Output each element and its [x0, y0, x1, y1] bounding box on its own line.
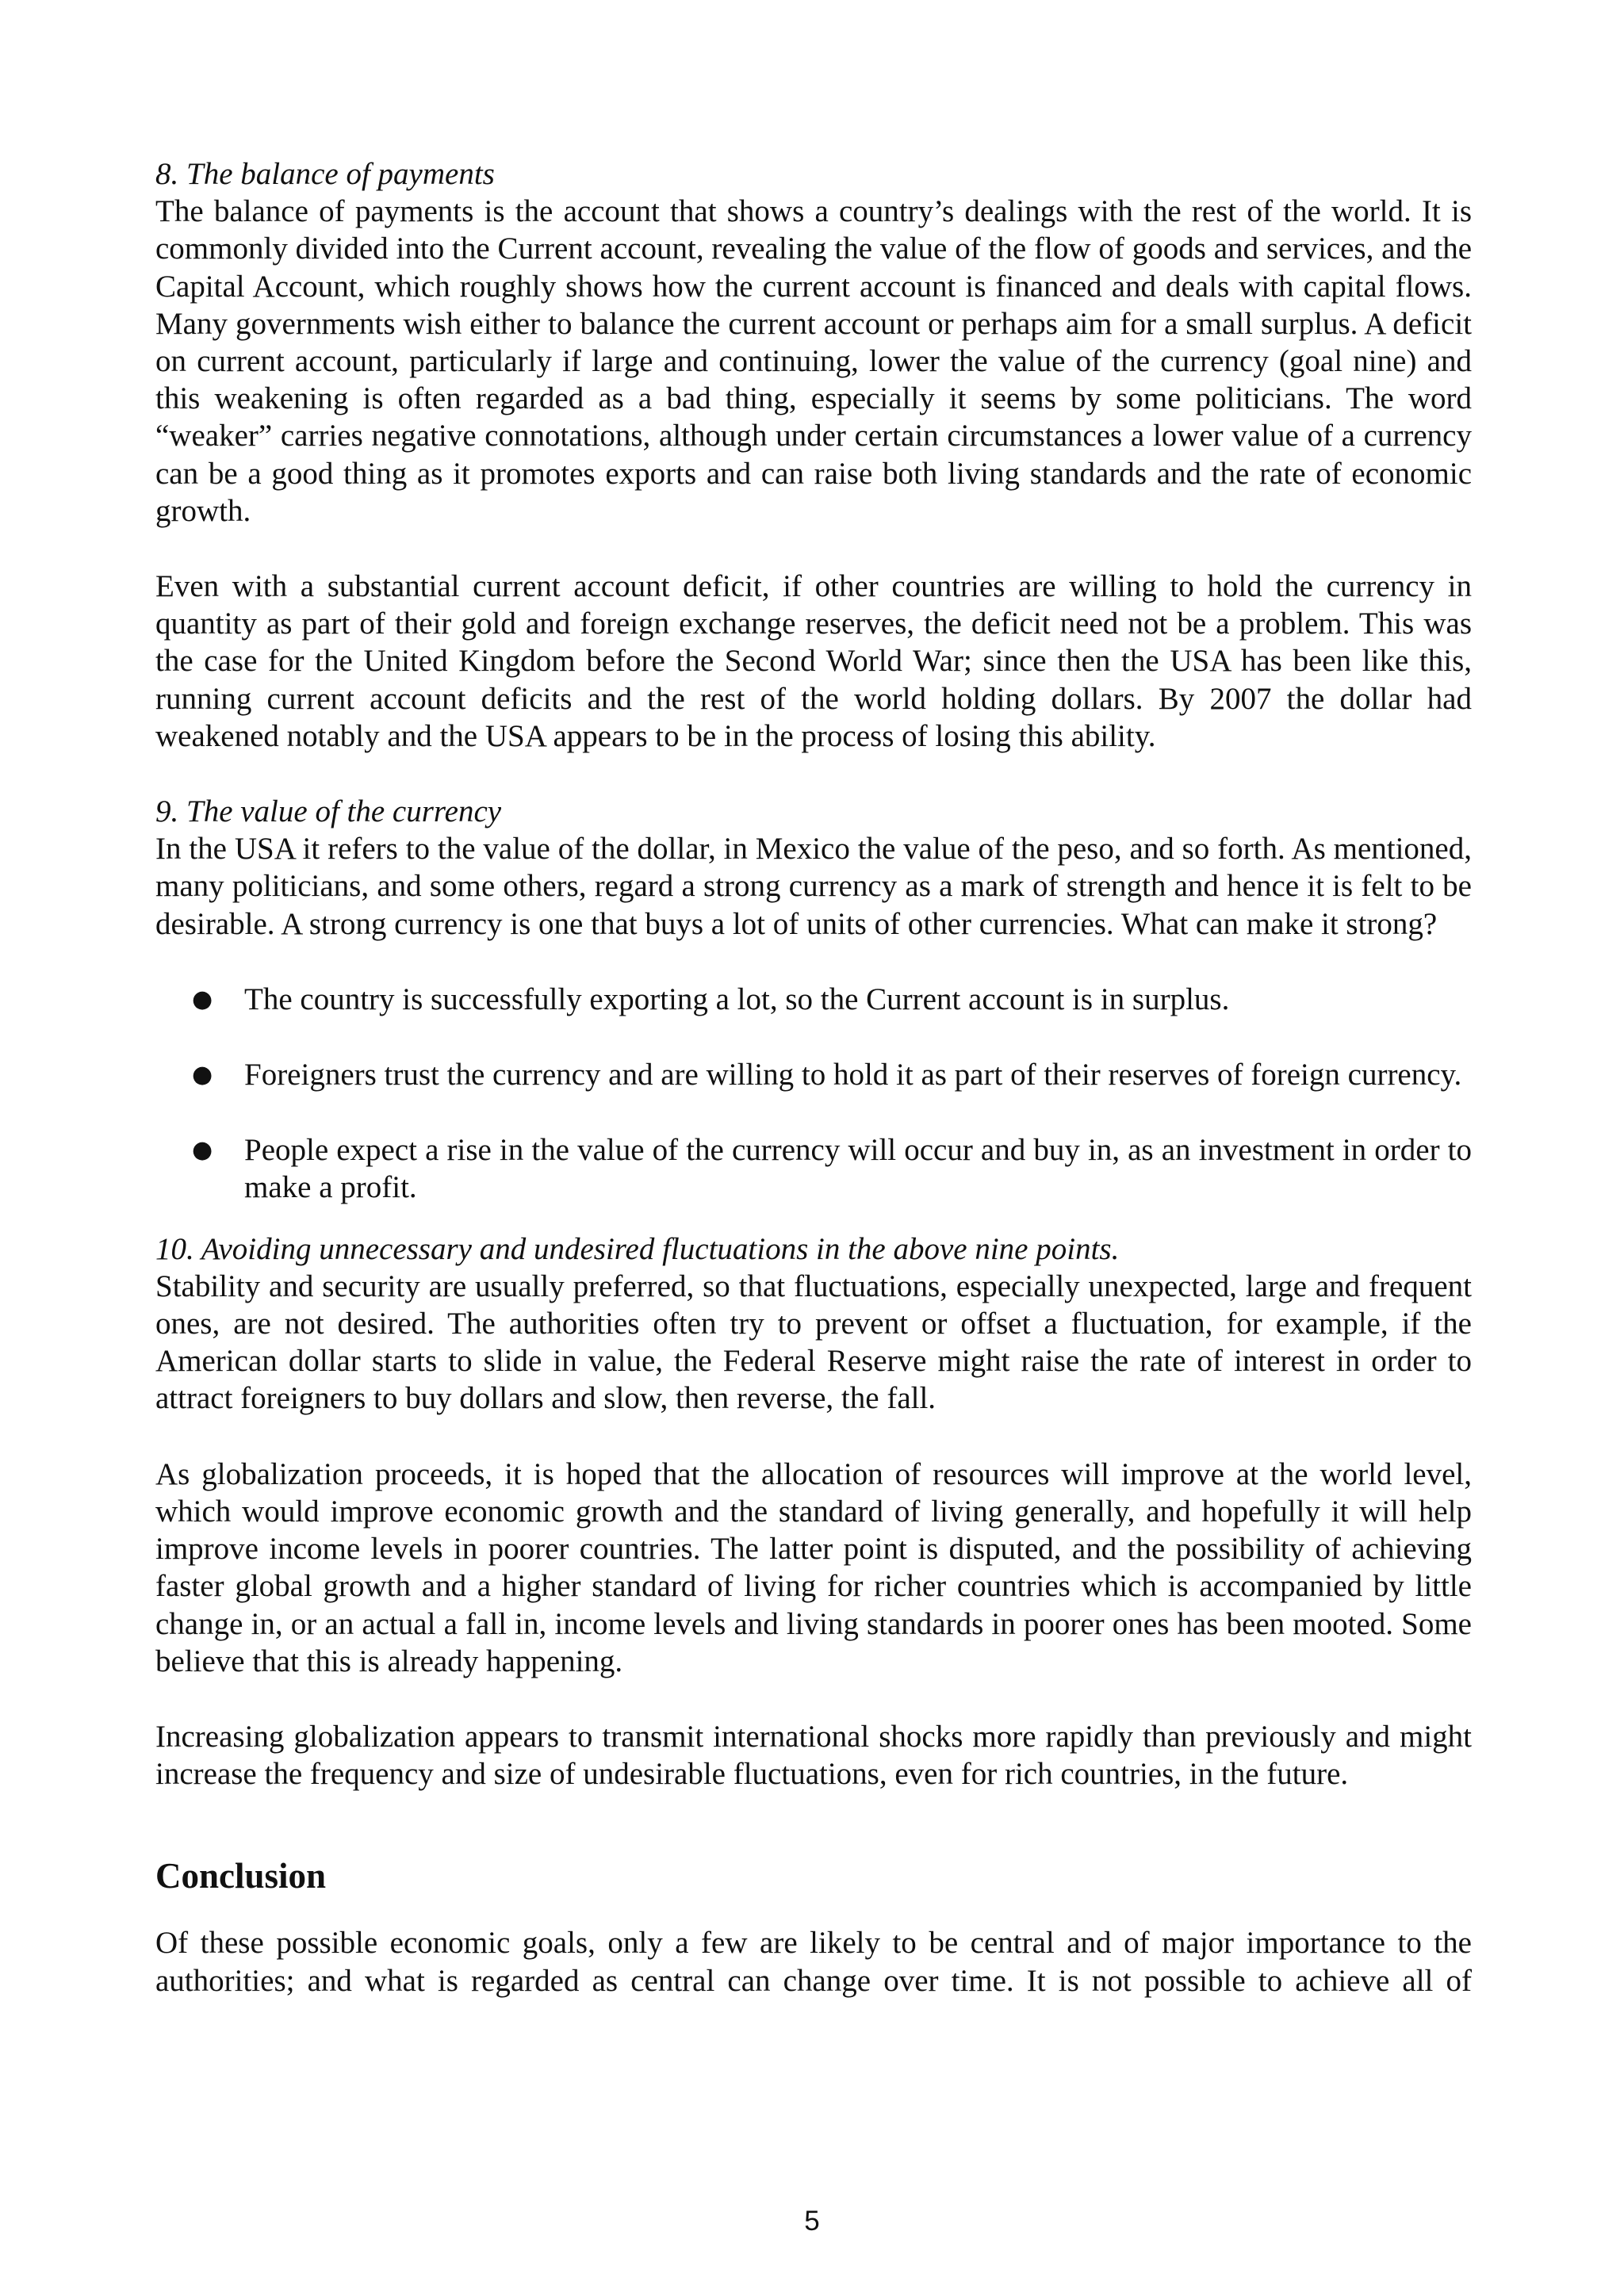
section-9-paragraph: In the USA it refers to the value of the dollar, in Mexico the value of the peso, and so forth. As mentioned, many politicians, and some others, regard a strong currency as a mark of strength and hence it is felt to be desirable. A strong currency is one that buys a lot of units of other currencies. What can make it strong?: [155, 832, 1472, 941]
conclusion-paragraph: Of these possible economic goals, only a few are likely to be central and of major importance to the authorities; and what is regarded as central can change over time. It is not possible to achieve all of: [155, 1926, 1472, 1998]
bullet-icon: ●: [192, 1061, 213, 1089]
list-item: [155, 981, 1472, 1018]
section-8-paragraph-2: Even with a substantial current account deficit, if other countries are willing to hold the currency in quantity as part of their gold and foreign exchange reserves, the deficit need not be a problem. This was the case for the United Kingdom before the Second World War; since then the USA has been like this, running current account deficits and the rest of the world holding dollars. By 2007 the dollar had weakened notably and the USA appears to be in the process of losing this ability.: [155, 569, 1472, 753]
bullet-icon: ●: [192, 1136, 213, 1165]
section-8-paragraph-1: The balance of payments is the account that shows a country’s dealings with the rest of the world. It is commonly divided into the Current account, revealing the value of the flow of goods and services, and the Capital Account, which roughly shows how the current account is financed and deals with capital flows. Many governments wish either to balance the current account or perhaps aim for a small surplus. A deficit on current account, particularly if large and continuing, lower the value of the currency (goal nine) and this weakening is often regarded as a bad thing, especially it seems by some politicians. The word “weaker” carries negative connotations, although under certain circumstances a lower value of a currency can be a good thing as it promotes exports and can raise both living standards and the rate of economic growth.: [155, 194, 1472, 528]
list-item: [155, 1056, 1472, 1093]
page-content: [155, 155, 1472, 1999]
section-9-heading: 9. The value of the currency: [155, 794, 502, 829]
section-10-paragraph-2: As globalization proceeds, it is hoped that the allocation of resources will improve at the world level, which would improve economic growth and the standard of living generally, and hopefully it will help improve income levels in poorer countries. The latter point is disputed, and the possibility of achieving faster global growth and a higher standard of living for richer countries which is accompanied by little change in, or an actual a fall in, income levels and living standards in poorer ones has been mooted. Some believe that this is already happening.: [155, 1456, 1472, 1678]
list-item: [155, 1131, 1472, 1206]
list-item-text: The country is successfully exporting a lot, so the Current account is in surplus.: [244, 982, 1230, 1016]
currency-strength-list: [155, 981, 1472, 1207]
conclusion-title: Conclusion: [155, 1856, 327, 1896]
section-8-heading: 8. The balance of payments: [155, 157, 495, 191]
page-number: 5: [804, 2206, 820, 2237]
section-10-paragraph-1: Stability and security are usually preferred, so that fluctuations, especially unexpected, large and frequent ones, are not desired. The authorities often try to prevent or offset a fluctuation, for example, if the American dollar starts to slide in value, the Federal Reserve might raise the rate of interest in order to attract foreigners to buy dollars and slow, then reverse, the fall.: [155, 1269, 1472, 1416]
list-item-text: Foreigners trust the currency and are willing to hold it as part of their reserves of foreign currency.: [244, 1058, 1462, 1093]
section-10-heading: 10. Avoiding unnecessary and undesired fluctuations in the above nine points.: [155, 1231, 1120, 1266]
section-10-paragraph-3: Increasing globalization appears to transmit international shocks more rapidly than previously and might increase the frequency and size of undesirable fluctuations, even for rich countries, in the future.: [155, 1719, 1472, 1792]
list-item-text: People expect a rise in the value of the currency will occur and buy in, as an investment in order to make a profit.: [244, 1133, 1472, 1205]
bullet-icon: ●: [192, 985, 213, 1013]
